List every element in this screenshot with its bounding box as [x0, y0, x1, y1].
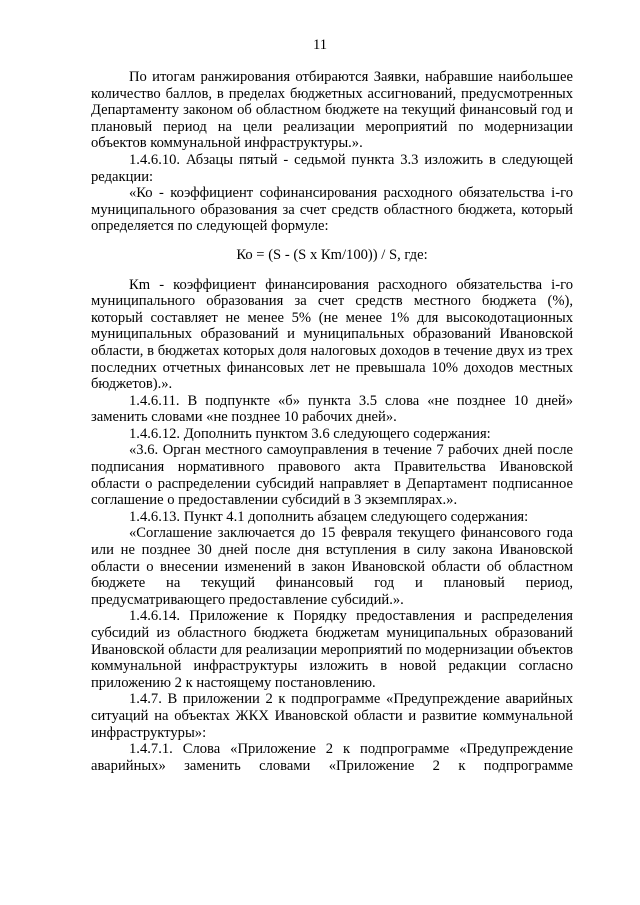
paragraph-km-definition: Кm - коэффициент финансирования расходного обязательства i-го муниципального образования за счет средств местного бюджета (%), который составляет не менее 5% (не менее 1% для высокодотационных муниципальных образований и муниципальных образований Ивановской области, в бюджетах которых доля налоговых доходов в течение двух из трех последних отчетных финансовых лет не превышала 10% доходов местных бюджетов).». [91, 276, 573, 393]
page-number: 11 [312, 37, 328, 53]
paragraph-1-4-6-13: 1.4.6.13. Пункт 4.1 дополнить абзацем следующего содержания: [129, 508, 529, 525]
paragraph-1-4-7-1: 1.4.7.1. Слова «Приложение 2 к подпрограмме «Предупреждение аварийных» заменить словами «Приложение 2 к подпрограмме [91, 741, 573, 774]
paragraph-1-4-6-10: 1.4.6.10. Абзацы пятый - седьмой пункта 3.3 изложить в следующей редакции: [91, 151, 573, 185]
paragraph-1-4-6-11: 1.4.6.11. В подпункте «б» пункта 3.5 слова «не позднее 10 дней» заменить словами «не позднее 10 рабочих дней». [91, 392, 573, 426]
paragraph-ranking-selection: По итогам ранжирования отбираются Заявки, набравшие наибольшее количество баллов, в пределах бюджетных ассигнований, предусмотренных Департаменту законом об областном бюджете на текущий финансовый год и плановый период на цели реализации мероприятий по модернизации объектов коммунальной инфраструктуры.». [91, 69, 573, 152]
paragraph-agreement: «Соглашение заключается до 15 февраля текущего финансового года или не позднее 30 дней после дня вступления в силу закона Ивановской области о внесении изменений в закон Ивановской области об областном бюджете на текущий финансовый год и плановый период, предусматривающего предоставление субсидий.». [91, 525, 573, 608]
formula-ko: Ко = (S - (S x Кm/100)) / S, где: [236, 246, 428, 263]
document-body [91, 69, 573, 774]
paragraph-ko-definition: «Ко - коэффициент софинансирования расходного обязательства i-го муниципального образования за счет средств областного бюджета, который определяется по следующей формуле: [91, 185, 573, 235]
paragraph-1-4-6-14: 1.4.6.14. Приложение к Порядку предоставления и распределения субсидий из областного бюджета бюджетам муниципальных образований Ивановской области для реализации мероприятий по модернизации объектов коммунальной инфраструктуры изложить в новой редакции согласно приложению 2 к настоящему постановлению. [91, 608, 573, 691]
paragraph-3-6: «3.6. Орган местного самоуправления в течение 7 рабочих дней после подписания нормативного правового акта Правительства Ивановской области о распределении субсидий направляет в Департамент подписанное соглашение о предоставлении субсидий в 3 экземплярах.». [91, 442, 573, 509]
paragraph-1-4-7: 1.4.7. В приложении 2 к подпрограмме «Предупреждение аварийных ситуаций на объектах ЖКХ Ивановской области и развитие коммунальной инфраструктуры»: [91, 691, 573, 741]
paragraph-1-4-6-12: 1.4.6.12. Дополнить пунктом 3.6 следующего содержания: [129, 425, 491, 442]
